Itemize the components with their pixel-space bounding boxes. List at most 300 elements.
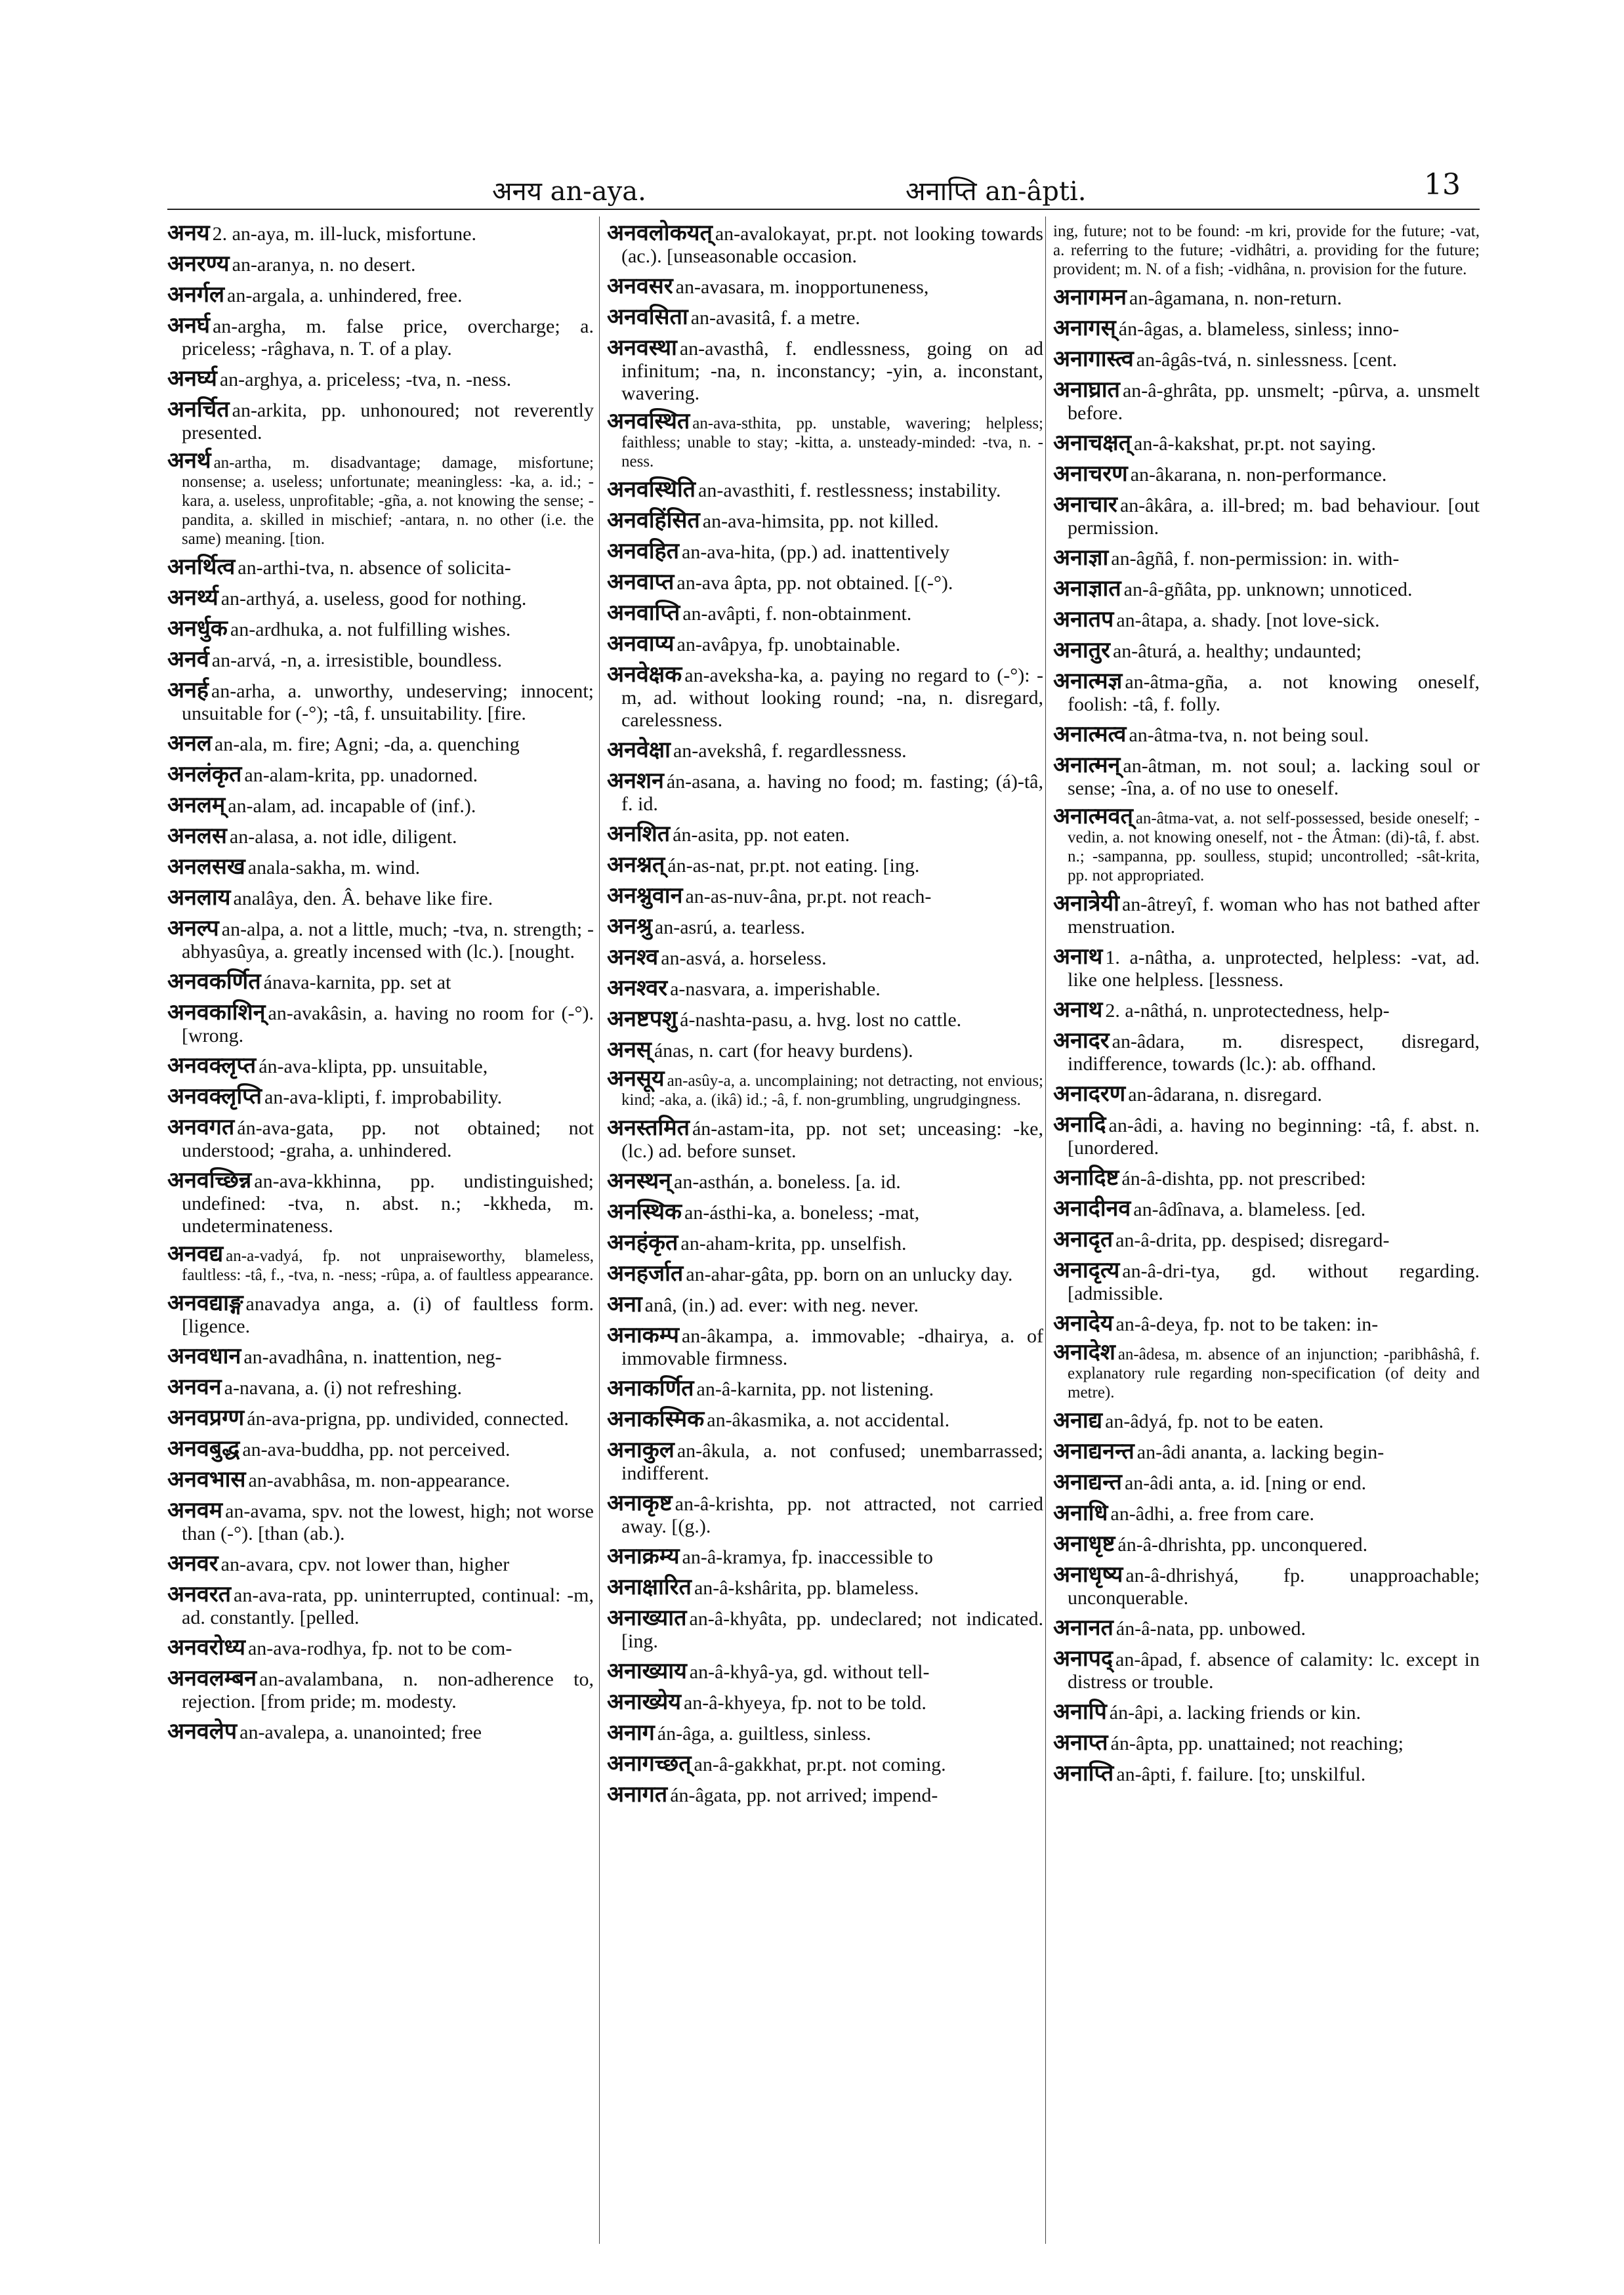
definition: an-alam, ad. incapable of (inf.). [228, 795, 476, 817]
dictionary-entry [167, 314, 594, 360]
definition: an-ala, m. fire; Agni; -da, a. quenching [214, 734, 520, 755]
headword: अनात्मवत् [1053, 803, 1133, 829]
dictionary-entry [167, 398, 594, 444]
headword: अनादर [1053, 1027, 1110, 1054]
definition: an-ava-rata, pp. uninterrupted, continual: -m, ad. constantly. [pelled. [182, 1584, 594, 1628]
definition: an-âtma-gña, a. not knowing oneself, foolish: -tâ, f. folly. [1068, 671, 1480, 715]
definition: an-avâpya, fp. unobtainable. [677, 634, 901, 655]
dictionary-entry [607, 1576, 1043, 1600]
dictionary-entry [167, 222, 594, 245]
definition: an-asûy-a, a. uncomplaining; not detracting, not envious; kind; -aka, a. (ikâ) id.; -â, f. non-grumbling, ungrudgingness. [621, 1072, 1043, 1109]
definition: an-alasa, a. not idle, diligent. [229, 826, 457, 848]
definition: an-arghya, a. priceless; -tva, n. -ness. [219, 369, 512, 390]
headword: अनादेय [1053, 1310, 1114, 1336]
dictionary-entry [607, 306, 1043, 329]
dictionary-entry [1053, 754, 1480, 800]
dictionary-entry [167, 1720, 594, 1744]
definition: an-âturá, a. healthy; undaunted; [1112, 640, 1362, 662]
headword: अनातुर [1053, 637, 1110, 663]
headword: अनादरण [1053, 1081, 1126, 1107]
definition: an-as-nuv-âna, pr.pt. not reach- [685, 886, 932, 907]
dictionary-entry [167, 886, 594, 910]
dictionary-entry [167, 587, 594, 610]
definition: 1. a-nâtha, a. unprotected, helpless: -vat, ad. like one helpless. [lessness. [1068, 947, 1480, 991]
dictionary-entry [167, 617, 594, 641]
definition: an-aveksha-ka, a. paying no regard to (-°): -m, ad. without looking round; -na, n. disregard, carelessness. [621, 665, 1043, 731]
dictionary-entry [167, 1085, 594, 1109]
definition: an-argala, a. unhindered, free. [227, 285, 463, 306]
definition: án-â-dhrishta, pp. unconquered. [1117, 1534, 1368, 1556]
dictionary-entry [1053, 463, 1480, 486]
headword: अनसूय [607, 1065, 665, 1092]
dictionary-entry [1053, 379, 1480, 424]
headword: अनस् [607, 1037, 652, 1063]
definition: an-âdesa, m. absence of an injunction; -paribhâshâ, f. explanatory rule regarding non-specification (of deity and metre). [1068, 1346, 1480, 1401]
headword: अनाधृष्य [1053, 1561, 1123, 1588]
definition: an-âkarana, n. non-performance. [1130, 464, 1387, 486]
definition: an-avasthiti, f. restlessness; instability. [698, 480, 1001, 501]
definition: an-âkâra, a. ill-bred; m. bad behaviour. [out permission. [1068, 495, 1480, 539]
headword: अनवस्था [607, 335, 677, 361]
headword: अनवाप्य [607, 631, 675, 657]
running-header-right: अनाप्ति an-âpti. [906, 176, 1087, 207]
headword: अनवलम्बन [167, 1665, 257, 1691]
dictionary-entry [167, 1054, 594, 1078]
dictionary-entry [167, 794, 594, 817]
headword: अनाथ [1053, 997, 1103, 1023]
definition: an-âdara, m. disrespect, disregard, indifference, towards (lc.): ab. offhand. [1068, 1031, 1480, 1075]
dictionary-entry [1053, 1502, 1480, 1525]
definition: an-avadhâna, n. inattention, neg- [243, 1346, 502, 1368]
definition: an-avekshâ, f. regardlessness. [673, 740, 907, 762]
definition: an-â-khyâta, pp. undeclared; not indicated. [ing. [621, 1608, 1043, 1652]
definition: án-asita, pp. not eaten. [673, 824, 850, 846]
dictionary-entry [167, 856, 594, 879]
headword: अनाप्ति [1053, 1760, 1114, 1787]
headword: अनाख्येय [607, 1689, 681, 1715]
definition: án-ava-gata, pp. not obtained; not understood; -graha, a. unhindered. [182, 1117, 594, 1161]
dictionary-entry [1053, 1197, 1480, 1221]
headword: अनलम् [167, 792, 226, 818]
headword: अनाज्ञा [1053, 545, 1109, 571]
dictionary-entry [1053, 432, 1480, 455]
definition: an-avara, cpv. not lower than, higher [220, 1554, 510, 1575]
dictionary-entry [167, 825, 594, 848]
headword: अनाचरण [1053, 461, 1128, 487]
definition: an-avakâsin, a. having no room for (-°). [wrong. [182, 1003, 594, 1046]
dictionary-entry [1053, 1563, 1480, 1609]
definition: 2. an-aya, m. ill-luck, misfortune. [212, 223, 476, 245]
dictionary-entry [167, 1437, 594, 1461]
dictionary-entry [1053, 547, 1480, 570]
definition: an-â-khyeya, fp. not to be told. [683, 1692, 927, 1714]
dictionary-entry [1053, 286, 1480, 310]
dictionary-entry [1053, 892, 1480, 938]
headword: अनवर [167, 1550, 219, 1577]
dictionary-entry [1053, 1617, 1480, 1640]
headword: अनाधि [1053, 1500, 1108, 1526]
dictionary-entry [607, 977, 1043, 1001]
headword: अनहर्जात [607, 1260, 684, 1287]
definition: an-âkampa, a. immovable; -dhairya, a. of immovable firmness. [621, 1325, 1043, 1369]
headword: अनर्घ्य [167, 365, 217, 392]
dictionary-entry [1053, 1083, 1480, 1106]
page-number: 13 [1424, 168, 1461, 201]
definition: an-âgamana, n. non-return. [1129, 287, 1343, 309]
dictionary-entry [607, 602, 1043, 625]
headword: अनवद्य [167, 1241, 224, 1267]
dictionary-entry [607, 1492, 1043, 1538]
dictionary-entry [1053, 1471, 1480, 1495]
headword: अनर्गल [167, 281, 225, 308]
headword: अनाद्यन्त [1053, 1469, 1122, 1495]
dictionary-entry [607, 1170, 1043, 1193]
dictionary-entry [167, 648, 594, 672]
dictionary-entry [1053, 1167, 1480, 1190]
definition: an-âdi anta, a. id. [ning or end. [1124, 1472, 1367, 1494]
headword: अनाख्याय [607, 1658, 687, 1684]
dictionary-entry [1053, 1409, 1480, 1433]
headword: अनवक्लृप्त [167, 1052, 257, 1079]
headword: अनवकाशिन् [167, 999, 266, 1025]
dictionary-entry [607, 1117, 1043, 1163]
definition: án-ava-klipta, pp. unsuitable, [259, 1056, 488, 1077]
headword: अनलसख [167, 854, 245, 880]
dictionary-entry [607, 1065, 1043, 1109]
headword: अनाप्त [1053, 1729, 1108, 1756]
definition: an-âdyá, fp. not to be eaten. [1105, 1411, 1324, 1432]
definition: an-avasthâ, f. endlessness, going on ad infinitum; -na, n. inconstancy; -yin, a. inconstant, wavering. [621, 338, 1043, 404]
dictionary-entry [607, 915, 1043, 939]
headword: अनलस [167, 823, 227, 849]
dictionary-entry [1053, 1339, 1480, 1402]
headword: अनर्चित [167, 396, 230, 423]
headword: अनश्नत् [607, 852, 665, 878]
definition: án-âga, a. guiltless, sinless. [657, 1723, 871, 1745]
definition: an-asrú, a. tearless. [654, 917, 805, 938]
dictionary-entry [167, 1636, 594, 1660]
dictionary-entry [607, 739, 1043, 762]
definition: an-â-kshârita, pp. blameless. [694, 1577, 919, 1599]
headword: अनलाय [167, 884, 231, 911]
definition: an-âpad, f. absence of calamity: lc. except in distress or trouble. [1068, 1649, 1480, 1693]
definition: an-aham-krita, pp. unselfish. [680, 1233, 907, 1254]
definition: án-âpta, pp. unattained; not reaching; [1110, 1733, 1404, 1754]
dictionary-entry [1053, 493, 1480, 539]
dictionary-entry [607, 1324, 1043, 1370]
definition: anala-sakha, m. wind. [247, 857, 421, 879]
definition: an-alam-krita, pp. unadorned. [244, 764, 478, 786]
headword: अनर्ह [167, 677, 209, 703]
definition: an-âtman, m. not soul; a. lacking soul or sense; -îna, a. of no use to oneself. [1068, 755, 1480, 799]
headword: अनश्नुवान [607, 882, 683, 909]
dictionary-entry [167, 1407, 594, 1430]
dictionary-entry [607, 478, 1043, 502]
dictionary-entry [607, 770, 1043, 816]
definition: a-navana, a. (i) not refreshing. [224, 1377, 462, 1399]
definition: án-as-nat, pr.pt. not eating. [ing. [667, 855, 920, 877]
headword: अनापि [1053, 1699, 1107, 1725]
dictionary-entry [167, 917, 594, 963]
dictionary-entry [167, 253, 594, 276]
definition: an-arthi-tva, n. absence of solicita- [238, 557, 511, 579]
dictionary-entry [607, 1039, 1043, 1062]
headword: अनापद् [1053, 1645, 1114, 1672]
dictionary-entry [607, 1231, 1043, 1255]
definition: an-asvá, a. horseless. [661, 947, 827, 969]
headword: अनवसर [607, 273, 673, 299]
definition: an-â-drita, pp. despised; disregard- [1115, 1230, 1390, 1251]
dictionary-entry [607, 222, 1043, 268]
column-divider [599, 217, 600, 2244]
definition: an-a-vadyá, fp. not unpraiseworthy, blameless, faultless: -tâ, f., -tva, n. -ness; -rûpa, a. of faultless appearance. [182, 1247, 594, 1284]
dictionary-entry [607, 571, 1043, 594]
definition: ing, future; not to be found: -m kri, provide for the future; -vat, a. referring to the future; -vidhâtri, a. providing for the future; provident; m. N. of a fish; -vidhâna, n. provision for the future. [1053, 222, 1480, 278]
definition: an-â-karnita, pp. not listening. [696, 1378, 934, 1400]
definition: an-ásthi-ka, a. boneless; -mat, [684, 1202, 920, 1224]
headword: अनवकर्णित [167, 968, 261, 995]
headword: अनादिष्ट [1053, 1165, 1119, 1191]
headword: अनवेक्षा [607, 737, 671, 763]
headword: अनाचक्षत् [1053, 430, 1131, 456]
definition: a-nasvara, a. imperishable. [670, 978, 881, 1000]
definition: án-ava-prigna, pp. undivided, connected. [247, 1408, 569, 1430]
definition: an-artha, m. disadvantage; damage, misfortune; nonsense; a. useless; unfortunate; meaningless: -ka, a. id.; -kara, a. useless, unprofitable; -gña, a. not knowing the sense; -pandita, a. skilled in mischief; -antara, n. no other (i.e. the same) meaning. [tion. [182, 454, 594, 548]
dictionary-entry [1053, 1701, 1480, 1724]
dictionary-entry [607, 408, 1043, 471]
dictionary-entry [167, 1583, 594, 1629]
dictionary-entry [1053, 1762, 1480, 1786]
headword: अनष्टपशु [607, 1006, 678, 1032]
definition: an-aranya, n. no desert. [232, 254, 416, 276]
dictionary-entry [607, 1752, 1043, 1776]
headword: अनहंकृत [607, 1230, 678, 1256]
column-3 [1053, 222, 1480, 2249]
definition: an-ava-kkhinna, pp. undistinguished; undefined: -tva, n. abst. n.; -kkheda, m. undeterminateness. [182, 1170, 594, 1237]
headword: अनवेक्षक [607, 661, 682, 688]
dictionary-entry [1053, 1113, 1480, 1159]
headword: अनवभास [167, 1466, 246, 1493]
dictionary-entry [1053, 348, 1480, 371]
headword: अनवरत [167, 1581, 232, 1607]
dictionary-entry [607, 884, 1043, 908]
dictionary-entry [607, 1293, 1043, 1317]
definition: an-âtma-vat, a. not self-possessed, beside oneself; -vedin, a. not knowing oneself, not - the Âtman: (di)-tâ, f. abst. n.; -sampanna, pp. soulless, stupid; uncontrolled; -sât-krita, pp. not appropriated. [1068, 810, 1480, 884]
headword: अनवगत [167, 1114, 235, 1140]
headword: अनाकर्णित [607, 1375, 694, 1401]
definition: an-âgâs-tvá, n. sinlessness. [cent. [1136, 349, 1398, 371]
definition: án-asana, a. having no food; m. fasting; (á)-tâ, f. id. [621, 771, 1043, 815]
headword: अनादृत [1053, 1226, 1114, 1252]
headword: अनवच्छिन्न [167, 1167, 252, 1193]
headword: अनर्थ्य [167, 585, 219, 611]
headword: अनवस्थिति [607, 476, 696, 503]
definition: án-astam-ita, pp. not set; unceasing: -ke, (lc.) ad. before sunset. [621, 1118, 1043, 1162]
headword: अनवद्याङ्ग [167, 1290, 243, 1316]
dictionary-entry [1053, 608, 1480, 632]
definition: an-â-gñâta, pp. unknown; unnoticed. [1123, 579, 1413, 600]
headword: अनवाप्त [607, 569, 675, 595]
dictionary-entry [607, 1722, 1043, 1745]
definition: anavadya anga, a. (i) of faultless form. [ligence. [182, 1293, 594, 1337]
headword: अनर्व [167, 646, 209, 672]
dictionary-entry [1053, 1228, 1480, 1252]
definition: an-ahar-gâta, pp. born on an unlucky day. [686, 1264, 1013, 1285]
headword: अनात्मत्व [1053, 721, 1127, 747]
definition: an-â-kramya, fp. inaccessible to [682, 1546, 933, 1568]
headword: अनल [167, 730, 212, 756]
headword: अनाद्यनन्त [1053, 1438, 1135, 1464]
headword: अनागास्त्व [1053, 346, 1134, 372]
dictionary-entry [1053, 999, 1480, 1022]
headword: अनाधृष्ट [1053, 1531, 1115, 1557]
headword: अनाकुल [607, 1437, 675, 1463]
definition: án-â-dishta, pp. not prescribed: [1121, 1168, 1366, 1189]
headword: अनस्थन् [607, 1168, 671, 1194]
definition: an-arha, a. unworthy, undeserving; innocent; unsuitable for (-°); -tâ, f. unsuitability. [fire. [182, 680, 594, 724]
dictionary-entry [607, 509, 1043, 533]
definition: an-âgñâ, f. non-permission: in. with- [1111, 548, 1400, 569]
definition: an-avasitâ, f. a metre. [690, 307, 860, 329]
headword: अनरण्य [167, 251, 230, 277]
headword: अनवप्रग्ण [167, 1405, 245, 1431]
headword: अनादीनव [1053, 1195, 1131, 1222]
dictionary-entry [167, 1169, 594, 1237]
definition: an-â-ghrâta, pp. unsmelt; -pûrva, a. unsmelt before. [1068, 380, 1480, 424]
definition: an-â-kakshat, pr.pt. not saying. [1134, 433, 1377, 455]
dictionary-entry [607, 663, 1043, 732]
headword: अनश्रु [607, 913, 652, 940]
dictionary-entry [607, 337, 1043, 405]
dictionary-entry [1053, 222, 1480, 279]
dictionary-entry [1053, 1029, 1480, 1075]
dictionary-entry [607, 854, 1043, 877]
headword: अनानत [1053, 1615, 1114, 1641]
dictionary-entry [607, 1377, 1043, 1401]
definition: an-ardhuka, a. not fulfilling wishes. [230, 619, 511, 640]
headword: अनात्मन् [1053, 752, 1121, 778]
dictionary-entry [167, 1241, 594, 1285]
headword: अनाक्रम्य [607, 1543, 680, 1569]
headword: अनाचार [1053, 491, 1117, 518]
header-rule [167, 209, 1480, 210]
definition: an-arkita, pp. unhonoured; not reverently presented. [182, 400, 594, 444]
definition: an-ava-buddha, pp. not perceived. [242, 1439, 510, 1460]
dictionary-entry [167, 1376, 594, 1399]
headword: अनस्थिक [607, 1199, 682, 1225]
headword: अनादेश [1053, 1339, 1115, 1365]
definition: an-argha, m. false price, overcharge; a. priceless; -râghava, n. T. of a play. [182, 316, 594, 360]
headword: अनवबुद्ध [167, 1436, 240, 1462]
definition: an-avalepa, a. unanointed; free [239, 1722, 482, 1743]
dictionary-entry [167, 1552, 594, 1576]
definition: an-arthyá, a. useless, good for nothing. [220, 588, 527, 610]
headword: अनश्वर [607, 975, 668, 1001]
definition: an-asthán, a. boneless. [a. id. [674, 1171, 901, 1193]
dictionary-entry [167, 283, 594, 307]
headword: अनादृत्य [1053, 1257, 1120, 1283]
definition: an-avâpti, f. non-obtainment. [682, 603, 912, 625]
definition: an-ava-hita, (pp.) ad. inattentively [682, 541, 950, 563]
definition: an-avalokayat, pr.pt. not looking towards (ac.). [unseasonable occasion. [621, 223, 1043, 267]
definition: an-â-dri-tya, gd. without regarding. [admissible. [1068, 1260, 1480, 1304]
headword: अनश्व [607, 944, 659, 970]
headword: अनाकस्मिक [607, 1406, 705, 1432]
dictionary-entry [1053, 803, 1480, 885]
definition: an-ava-sthita, pp. unstable, wavering; helpless; faithless; unable to stay; -kitta, a. unsteady-minded: -tva, n. -ness. [621, 415, 1043, 470]
definition: án-âgata, pp. not arrived; impend- [670, 1785, 938, 1806]
dictionary-entry [1053, 723, 1480, 747]
definition: an-âtma-tva, n. not being soul. [1129, 724, 1369, 746]
definition: án-â-nata, pp. unbowed. [1115, 1618, 1306, 1640]
headword: अना [607, 1291, 642, 1317]
dictionary-entry [167, 556, 594, 579]
definition: an-avama, spv. not the lowest, high; not worse than (-°). [than (ab.). [182, 1500, 594, 1544]
headword: अनवसिता [607, 304, 688, 330]
dictionary-entry [607, 1545, 1043, 1569]
definition: an-âkasmika, a. not accidental. [707, 1409, 950, 1431]
definition: an-â-khyâ-ya, gd. without tell- [689, 1661, 930, 1683]
dictionary-entry [607, 946, 1043, 970]
dictionary-entry [167, 1468, 594, 1492]
dictionary-entry [607, 1008, 1043, 1031]
dictionary-entry [1053, 639, 1480, 663]
definition: an-â-dhrishyá, fp. unapproachable; unconquerable. [1068, 1565, 1480, 1609]
dictionary-entry [1053, 1440, 1480, 1464]
headword: अनागमन [1053, 284, 1127, 310]
dictionary-entry [1053, 1259, 1480, 1305]
headword: अनाकृष्ट [607, 1490, 673, 1516]
running-header-left: अनय an-aya. [492, 176, 646, 207]
dictionary-entry [167, 1499, 594, 1545]
definition: ánava-karnita, pp. set at [263, 972, 451, 993]
definition: an-ava-himsita, pp. not killed. [702, 510, 939, 532]
dictionary-entry [1053, 317, 1480, 341]
dictionary-entry [167, 1292, 594, 1338]
definition: an-â-krishta, pp. not attracted, not carried away. [(g.). [621, 1493, 1043, 1537]
headword: अनवक्लृप्ति [167, 1083, 262, 1109]
column-2 [607, 222, 1043, 2249]
headword: अनर्थ [167, 447, 211, 474]
headword: अनर्घ [167, 312, 210, 339]
dictionary-entry [167, 1001, 594, 1047]
dictionary-entry [1053, 945, 1480, 991]
definition: an-âdarana, n. disregard. [1128, 1084, 1322, 1106]
definition: an-âkula, a. not confused; unembarrassed; indifferent. [621, 1440, 1043, 1484]
definition: an-ava âpta, pp. not obtained. [(-°). [677, 572, 953, 594]
headword: अनशित [607, 821, 671, 847]
dictionary-entry [167, 763, 594, 787]
headword: अनशन [607, 768, 664, 794]
dictionary-entry [1053, 577, 1480, 601]
dictionary-entry [607, 1660, 1043, 1684]
definition: an-arvá, -n, a. irresistible, boundless. [211, 650, 503, 671]
headword: अनाघ्रात [1053, 377, 1120, 403]
dictionary-entry [607, 823, 1043, 846]
headword: अनवलेप [167, 1718, 238, 1745]
dictionary-entry [167, 367, 594, 391]
dictionary-entry [167, 970, 594, 994]
headword: अनय [167, 220, 210, 246]
column-divider [1045, 217, 1046, 2244]
headword: अनाक्षारित [607, 1574, 692, 1600]
definition: 2. a-nâthá, n. unprotectedness, help- [1105, 1000, 1390, 1022]
dictionary-entry [607, 1607, 1043, 1653]
dictionary-entry [607, 1691, 1043, 1714]
definition: an-âdi ananta, a. lacking begin- [1136, 1441, 1385, 1463]
headword: अनर्धुक [167, 615, 228, 642]
column-1 [167, 222, 594, 2249]
